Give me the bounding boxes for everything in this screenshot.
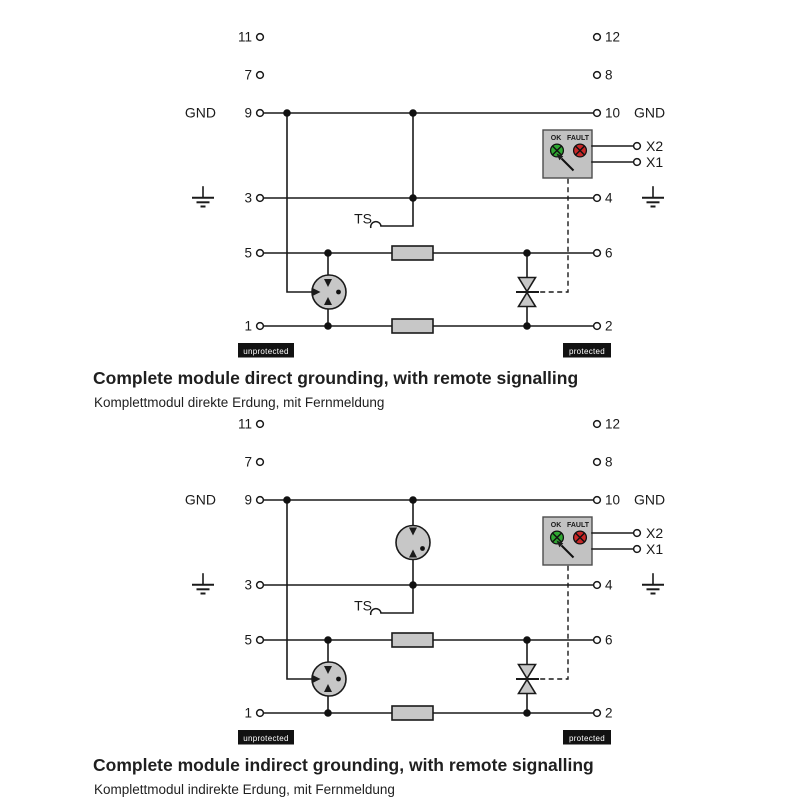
junction <box>523 249 531 257</box>
junction <box>409 194 417 202</box>
terminal-circle-9 <box>257 497 264 504</box>
terminal-circle-x2 <box>634 530 641 537</box>
remote-signal-dashed-link <box>540 566 568 679</box>
earth-symbol-right <box>642 187 664 207</box>
x1-label: X1 <box>646 541 664 557</box>
diode-triangle-top <box>519 278 536 292</box>
terminal-label-12: 12 <box>605 29 621 45</box>
protected-zone-label: protected <box>568 733 606 743</box>
terminal-label-2: 2 <box>605 318 613 334</box>
ts-hook <box>371 609 381 615</box>
terminal-circle-6 <box>594 637 601 644</box>
gnd-label-right: GND <box>634 104 666 121</box>
terminal-label-1: 1 <box>244 705 252 721</box>
diagram-subtitle: Komplettmodul direkte Erdung, mit Fernmeldung <box>94 395 385 410</box>
gas-discharge-tube-3-electrode <box>312 640 346 713</box>
ts-hook <box>371 222 381 228</box>
terminal-label-6: 6 <box>605 245 613 261</box>
diagram-direct-grounding <box>93 30 665 411</box>
status-indicator-module <box>543 517 592 565</box>
suppressor-diode <box>516 640 539 713</box>
fault-label: FAULT <box>566 522 590 529</box>
junction <box>283 109 291 117</box>
terminal-label-10: 10 <box>605 492 621 508</box>
earth-symbol-left <box>192 574 214 594</box>
x2-label: X2 <box>646 138 664 154</box>
diode-triangle-bottom <box>519 680 536 694</box>
junction <box>523 322 531 330</box>
diode-triangle-bottom <box>519 293 536 307</box>
terminal-circle-2 <box>594 710 601 717</box>
terminal-circle-2 <box>594 323 601 330</box>
terminal-circle-8 <box>594 72 601 79</box>
junction <box>409 581 417 589</box>
terminal-circle-10 <box>594 497 601 504</box>
ts-disconnect <box>354 585 413 615</box>
diagram-subtitle: Komplettmodul indirekte Erdung, mit Fernmeldung <box>94 782 395 797</box>
terminal-circle-4 <box>594 582 601 589</box>
gnd-label-right: GND <box>634 491 666 508</box>
terminal-label-9: 9 <box>244 105 252 121</box>
terminal-label-11: 11 <box>237 416 252 432</box>
junction <box>324 636 332 644</box>
terminal-circle-1 <box>257 710 264 717</box>
junction <box>523 709 531 717</box>
signal-terminals <box>592 525 663 557</box>
earth-symbol-right <box>642 574 664 594</box>
terminal-circle-10 <box>594 110 601 117</box>
terminal-circle-3 <box>257 582 264 589</box>
junction <box>324 709 332 717</box>
junction <box>324 322 332 330</box>
ok-label: OK <box>550 135 562 142</box>
terminal-circle-11 <box>257 34 264 41</box>
terminal-label-3: 3 <box>244 577 252 593</box>
fuse-line-1-2 <box>392 319 433 333</box>
fuse-line-5-6 <box>392 633 433 647</box>
gnd-label-left: GND <box>184 491 216 508</box>
ok-label: OK <box>550 522 562 529</box>
junction <box>409 109 417 117</box>
terminal-circle-x1 <box>634 546 641 553</box>
terminal-circle-6 <box>594 250 601 257</box>
junction <box>409 496 417 504</box>
terminal-label-11: 11 <box>237 29 252 45</box>
terminal-circle-3 <box>257 195 264 202</box>
fuse-line-1-2 <box>392 706 433 720</box>
terminal-circle-8 <box>594 459 601 466</box>
x1-label: X1 <box>646 154 664 170</box>
terminal-label-4: 4 <box>605 190 613 206</box>
terminal-circle-12 <box>594 34 601 41</box>
ts-disconnect <box>354 198 413 228</box>
terminal-label-7: 7 <box>244 67 252 83</box>
wire-gnd-to-arrester <box>287 500 312 679</box>
fault-label: FAULT <box>566 135 590 142</box>
terminal-circle-1 <box>257 323 264 330</box>
earth-symbol-left <box>192 187 214 207</box>
fuse-line-5-6 <box>392 246 433 260</box>
terminal-label-8: 8 <box>605 67 613 83</box>
terminal-circle-5 <box>257 250 264 257</box>
terminal-label-8: 8 <box>605 454 613 470</box>
terminal-label-3: 3 <box>244 190 252 206</box>
terminal-circle-12 <box>594 421 601 428</box>
junction <box>283 496 291 504</box>
terminal-label-2: 2 <box>605 705 613 721</box>
gdt-electrode-dot <box>336 677 341 682</box>
junction <box>523 636 531 644</box>
terminal-label-10: 10 <box>605 105 621 121</box>
unprotected-zone-label: unprotected <box>243 733 289 743</box>
signal-terminals <box>592 138 663 170</box>
terminal-label-9: 9 <box>244 492 252 508</box>
suppressor-diode <box>516 253 539 326</box>
terminal-label-1: 1 <box>244 318 252 334</box>
remote-signal-dashed-link <box>540 179 568 292</box>
ts-label: TS <box>354 210 372 227</box>
gas-discharge-tube-2-electrode <box>396 500 430 585</box>
x2-label: X2 <box>646 525 664 541</box>
status-indicator-module <box>543 130 592 178</box>
wire-gnd-to-arrester <box>287 113 312 292</box>
gnd-label-left: GND <box>184 104 216 121</box>
gas-discharge-tube-3-electrode <box>312 253 346 326</box>
terminal-label-12: 12 <box>605 416 621 432</box>
protected-zone-label: protected <box>568 346 606 356</box>
junction <box>324 249 332 257</box>
terminal-label-7: 7 <box>244 454 252 470</box>
terminal-label-5: 5 <box>244 245 252 261</box>
terminal-label-4: 4 <box>605 577 613 593</box>
terminal-circle-5 <box>257 637 264 644</box>
diagram-title: Complete module indirect grounding, with remote signalling <box>93 755 594 775</box>
diagram-indirect-grounding <box>93 417 665 798</box>
terminal-circle-9 <box>257 110 264 117</box>
terminal-circle-x1 <box>634 159 641 166</box>
unprotected-zone-label: unprotected <box>243 346 289 356</box>
ts-label: TS <box>354 597 372 614</box>
terminal-circle-7 <box>257 459 264 466</box>
ts-wire <box>381 198 413 226</box>
terminal-circle-11 <box>257 421 264 428</box>
diagram-title: Complete module direct grounding, with remote signalling <box>93 368 579 388</box>
terminal-circle-4 <box>594 195 601 202</box>
terminal-circle-x2 <box>634 143 641 150</box>
gdt-electrode-dot <box>336 290 341 295</box>
terminal-label-6: 6 <box>605 632 613 648</box>
terminal-label-5: 5 <box>244 632 252 648</box>
gdt2-electrode-dot <box>420 546 425 551</box>
ts-wire <box>381 585 413 613</box>
diode-triangle-top <box>519 665 536 679</box>
terminal-circle-7 <box>257 72 264 79</box>
